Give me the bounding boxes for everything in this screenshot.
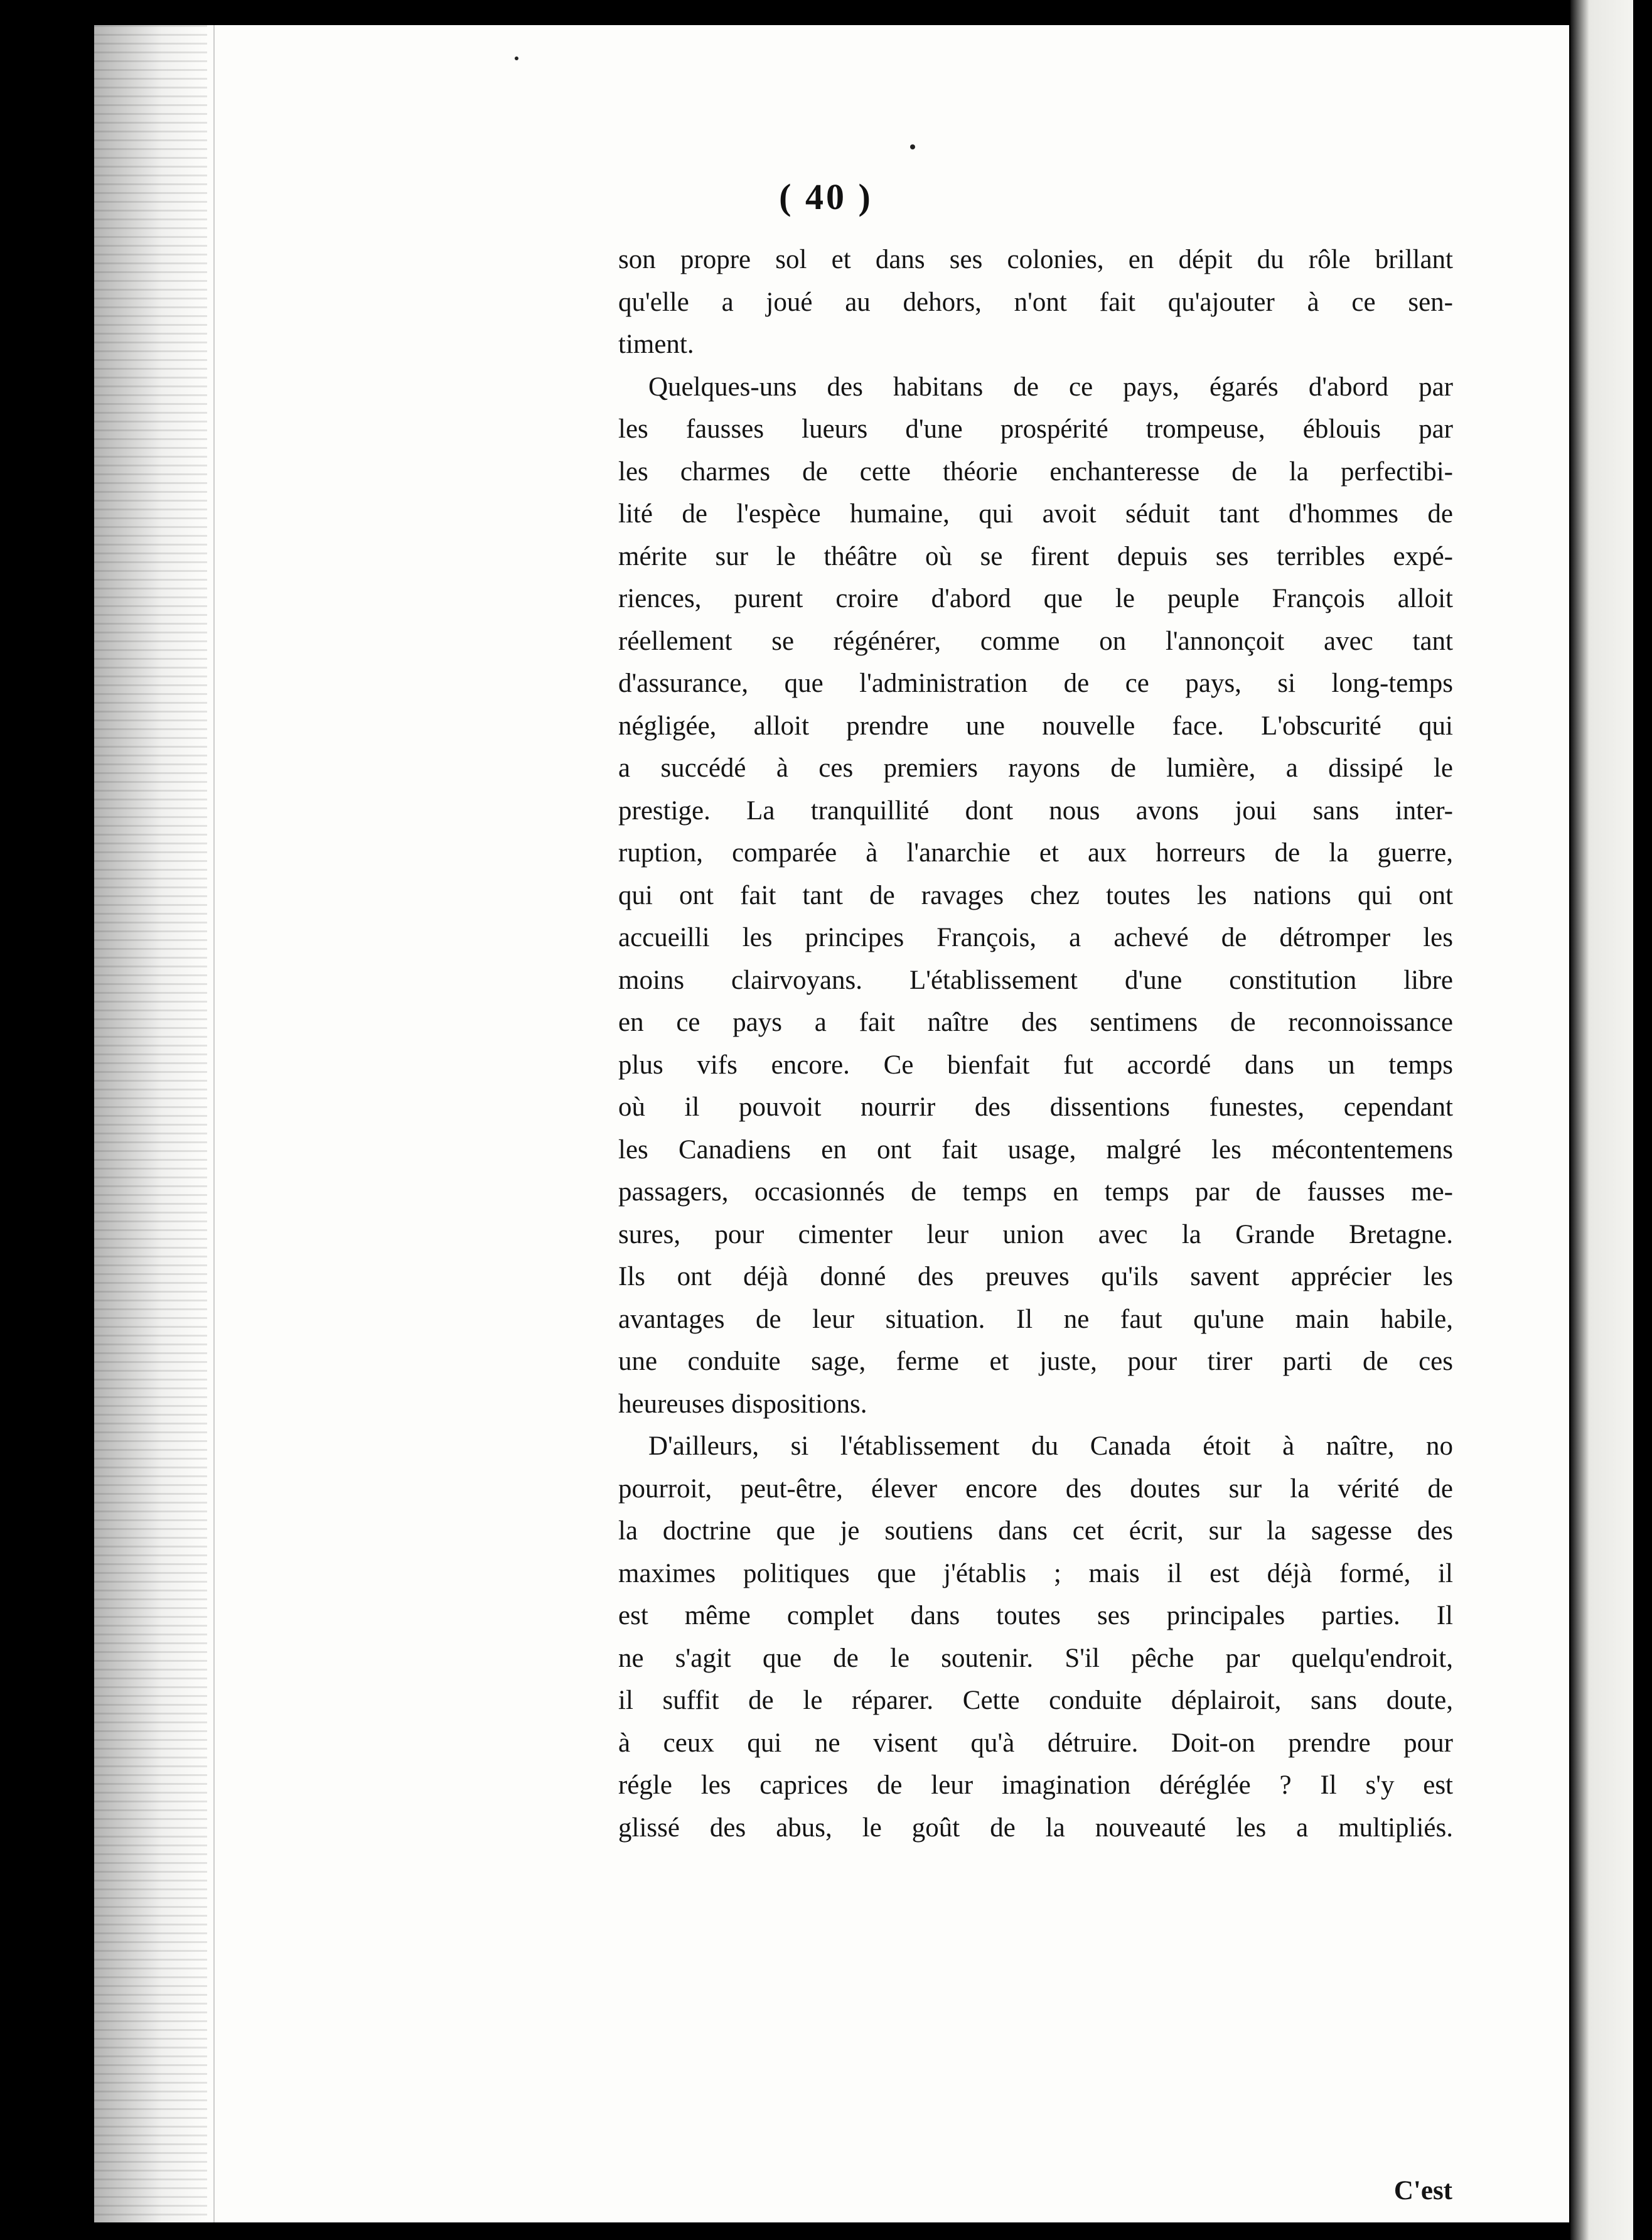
text-line: timent. (618, 330, 694, 359)
text-line: qu'elle a joué au dehors, n'ont fait qu'ajouter à ce sen- (618, 287, 1453, 317)
ink-speck (910, 144, 915, 149)
text-line: les charmes de cette théorie enchanteresse de la perfectibi- (618, 456, 1453, 487)
catchword: C'est (1393, 2176, 1452, 2205)
text-line: avantages de leur situation. Il ne faut qu'une main habile, (618, 1304, 1453, 1334)
text-line: une conduite sage, ferme et juste, pour tirer parti de ces (618, 1347, 1453, 1376)
worn-page-edge (94, 25, 207, 2222)
text-line: les fausses lueurs d'une prospérité trompeuse, éblouis par (618, 414, 1453, 444)
text-line: lité de l'espèce humaine, qui avoit séduit tant d'hommes de (618, 499, 1453, 529)
text-line: il suffit de le réparer. Cette conduite déplairoit, sans doute, (618, 1686, 1453, 1715)
text-line: sures, pour cimenter leur union avec la Grande Bretagne. (618, 1219, 1453, 1249)
text-line: la doctrine que je soutiens dans cet écrit, sur la sagesse des (618, 1516, 1453, 1546)
text-line: riences, purent croire d'abord que le peuple François alloit (618, 584, 1453, 613)
text-line: Ils ont déjà donné des preuves qu'ils savent apprécier les (618, 1262, 1453, 1291)
page-fold-line (213, 25, 215, 2222)
page-number: ( 40 ) (779, 176, 873, 217)
text-line: régle les caprices de leur imagination déréglée ? Il s'y est (618, 1770, 1453, 1800)
text-line: glissé des abus, le goût de la nouveauté les a multipliés. (618, 1812, 1453, 1843)
text-line: pourroit, peut-être, élever encore des doutes sur la vérité de (618, 1473, 1453, 1504)
text-line: plus vifs encore. Ce bienfait fut accordé dans un temps (618, 1050, 1453, 1080)
text-line: négligée, alloit prendre une nouvelle face. L'obscurité qui (618, 711, 1453, 741)
text-line: ne s'agit que de le soutenir. S'il pêche par quelqu'endroit, (618, 1643, 1453, 1673)
text-line: est même complet dans toutes ses principales parties. Il (618, 1601, 1453, 1630)
text-line: qui ont fait tant de ravages chez toutes les nations qui ont (618, 880, 1453, 910)
text-line: maximes politiques que j'établis ; mais il est déjà formé, il (618, 1558, 1453, 1588)
text-line: heureuses dispositions. (618, 1389, 867, 1419)
text-line: où il pouvoit nourrir des dissentions funestes, cependant (618, 1092, 1453, 1122)
text-line: passagers, occasionnés de temps en temps par de fausses me- (618, 1177, 1453, 1207)
paragraph-start-line: Quelques-uns des habitans de ce pays, égarés d'abord par (648, 372, 1453, 402)
text-line: en ce pays a fait naître des sentimens de reconnoissance (618, 1008, 1453, 1037)
text-line: à ceux qui ne visent qu'à détruire. Doit-on prendre pour (618, 1728, 1453, 1758)
body-text (618, 239, 1453, 1849)
scan-border-left (0, 0, 94, 2240)
facing-page-edge (1570, 0, 1633, 2240)
text-line: d'assurance, que l'administration de ce pays, si long-temps (618, 669, 1453, 698)
text-line: accueilli les principes François, a achevé de détromper les (618, 923, 1453, 952)
text-line: les Canadiens en ont fait usage, malgré les mécontentemens (618, 1134, 1453, 1165)
text-line: a succédé à ces premiers rayons de lumière, a dissipé le (618, 753, 1453, 783)
text-line: ruption, comparée à l'anarchie et aux horreurs de la guerre, (618, 838, 1453, 868)
ink-speck (515, 57, 518, 60)
text-line: réellement se régénérer, comme on l'annonçoit avec tant (618, 626, 1453, 656)
paragraph-start-line: D'ailleurs, si l'établissement du Canada étoit à naître, no (648, 1431, 1453, 1461)
text-line: moins clairvoyans. L'établissement d'une constitution libre (618, 965, 1453, 995)
text-line: mérite sur le théâtre où se firent depuis ses terribles expé- (618, 541, 1453, 571)
text-line: son propre sol et dans ses colonies, en dépit du rôle brillant (618, 245, 1453, 274)
text-line: prestige. La tranquillité dont nous avons joui sans inter- (618, 795, 1453, 826)
